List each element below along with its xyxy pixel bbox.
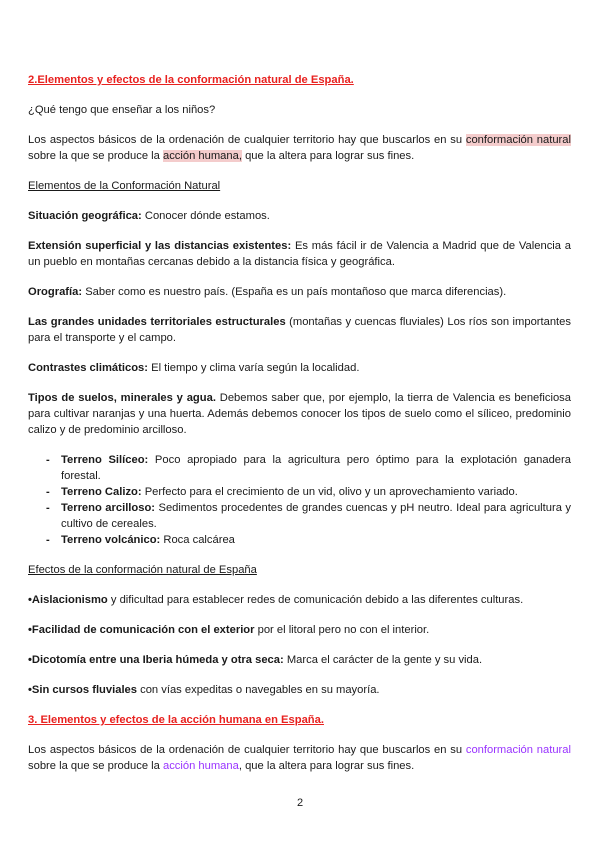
effect-label: •Dicotomía entre una Iberia húmeda y otra seca:: [28, 654, 284, 666]
intro-text: Los aspectos básicos de la ordenación de cualquier territorio hay que buscarlos en su: [28, 134, 466, 146]
unidades-label: Las grandes unidades territoriales estructurales: [28, 316, 286, 328]
orografia-paragraph: [28, 284, 571, 300]
purple-accion: acción humana: [162, 760, 239, 772]
effect-label: •Facilidad de comunicación con el exterior: [28, 624, 255, 636]
effect-text: por el litoral pero no con el interior.: [254, 624, 430, 636]
terreno-text: Roca calcárea: [160, 534, 235, 546]
intro-text: que la altera para lograr sus fines.: [241, 150, 415, 162]
effect-label: •Sin cursos fluviales: [28, 684, 137, 696]
orografia-label: Orografía:: [28, 286, 83, 298]
contrastes-label: Contrastes climáticos:: [28, 362, 148, 374]
effects-subheading: Efectos de la conformación natural de España: [28, 564, 257, 576]
contrastes-paragraph: [28, 360, 571, 376]
terreno-label: Terreno Silíceo:: [61, 454, 149, 466]
terreno-label: Terreno arcilloso:: [61, 502, 156, 514]
elements-subheading: Elementos de la Conformación Natural: [28, 180, 221, 192]
list-item: [28, 532, 571, 548]
page-number: 2: [296, 797, 304, 809]
terreno-label: Terreno volcánico:: [61, 534, 161, 546]
extension-text: Es más fácil ir de Valencia a Madrid que de Valencia a un pueblo en montañas cercanas debido a la distancia física y geográfica.: [28, 240, 571, 268]
effect-text: y dificultad para establecer redes de comunicación debido a las diferentes culturas.: [107, 594, 524, 606]
list-item: [28, 484, 571, 500]
effect-paragraph: [28, 592, 571, 608]
effect-paragraph: [28, 682, 571, 698]
list-dash: -: [46, 502, 50, 514]
suelos-paragraph: [28, 390, 571, 438]
effect-text: Marca el carácter de la gente y su vida.: [283, 654, 483, 666]
list-dash: -: [46, 534, 50, 546]
situacion-paragraph: [28, 208, 571, 224]
suelos-text: Debemos saber que, por ejemplo, la tierra de Valencia es beneficiosa para cultivar naranjas y una huerta. Además debemos conocer los tipos de suelo como el síliceo, predominio calizo y de predominio arcilloso.: [28, 392, 571, 436]
effect-text: con vías expeditas o navegables en su mayoría.: [137, 684, 380, 696]
intro-text: sobre la que se produce la: [28, 150, 163, 162]
orografia-text: Saber como es nuestro país. (España es un país montañoso que marca diferencias).: [82, 286, 507, 298]
effect-paragraph: [28, 622, 571, 638]
section-3-intro: [28, 742, 571, 774]
effect-label: •Aislacionismo: [28, 594, 108, 606]
section-2-heading: 2.Elementos y efectos de la conformación natural de España.: [28, 74, 354, 86]
intro-text: sobre la que se produce la: [28, 760, 163, 772]
list-item: [28, 500, 571, 532]
highlight-conformacion: conformación natural: [465, 134, 571, 146]
list-dash: -: [46, 454, 50, 466]
terrenos-list: [28, 452, 571, 548]
highlight-accion: acción humana,: [162, 150, 242, 162]
intro-text: Los aspectos básicos de la ordenación de cualquier territorio hay que buscarlos en su: [28, 744, 466, 756]
list-dash: -: [46, 486, 50, 498]
unidades-text: (montañas y cuencas fluviales) Los ríos son importantes para el transporte y el campo.: [28, 316, 571, 344]
contrastes-text: El tiempo y clima varía según la localidad.: [148, 362, 360, 374]
situacion-label: Situación geográfica:: [28, 210, 142, 222]
intro-text: , que la altera para lograr sus fines.: [238, 760, 415, 772]
section-3-heading: 3. Elementos y efectos de la acción humana en España.: [28, 714, 324, 726]
effect-paragraph: [28, 652, 571, 668]
list-item: [28, 452, 571, 484]
extension-label: Extensión superficial y las distancias existentes:: [28, 240, 292, 252]
terreno-text: Perfecto para el crecimiento de un vid, olivo y un aprovechamiento variado.: [141, 486, 518, 498]
unidades-paragraph: [28, 314, 571, 346]
extension-paragraph: [28, 238, 571, 270]
document-page: [28, 72, 571, 774]
terreno-text: Sedimentos procedentes de grandes cuencas y pH neutro. Ideal para agricultura y cultivo de cereales.: [61, 502, 571, 530]
situacion-text: Conocer dónde estamos.: [141, 210, 270, 222]
terreno-text: Poco apropiado para la agricultura pero óptimo para la explotación ganadera forestal.: [61, 454, 571, 482]
suelos-label: Tipos de suelos, minerales y agua.: [28, 392, 216, 404]
section-2-intro: [28, 132, 571, 164]
purple-conformacion: conformación natural: [465, 744, 571, 756]
question-text: ¿Qué tengo que enseñar a los niños?: [28, 104, 216, 116]
terreno-label: Terreno Calizo:: [61, 486, 142, 498]
